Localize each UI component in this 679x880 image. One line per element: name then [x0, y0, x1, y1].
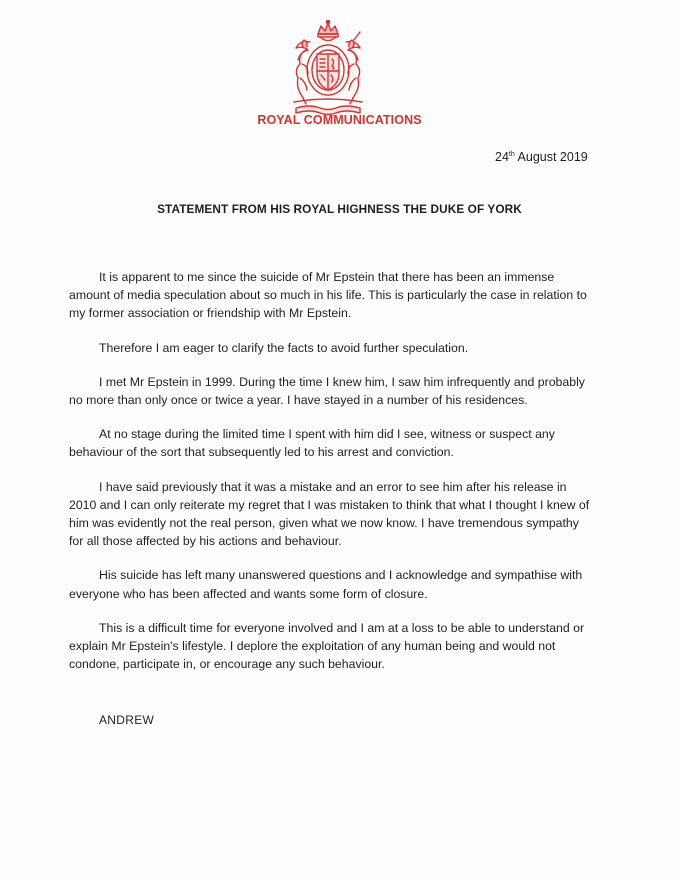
department-heading	[0, 113, 679, 127]
date-day: 24	[495, 150, 509, 164]
paragraph: I have said previously that it was a mistake and an error to see him after his release in 2010 and I can only reiterate my regret that I was mistaken to think that what I thought I knew of him was evidently not the real person, given what we now know. I have tremendous sympathy for all those affected by his actions and behaviour.	[69, 479, 590, 549]
date-ordinal: th	[508, 151, 515, 158]
signature: ANDREW	[99, 713, 155, 727]
date-month-year: August 2019	[514, 150, 588, 164]
paragraph: I met Mr Epstein in 1999. During the time I knew him, I saw him infrequently and probably no more than only once or twice a year. I have stayed in a number of his residences.	[69, 374, 585, 408]
statement-body	[69, 268, 593, 689]
paragraph: Therefore I am eager to clarify the facts to avoid further speculation.	[99, 340, 469, 355]
paragraph: At no stage during the limited time I spent with him did I see, witness or suspect any behaviour of the sort that subsequently led to his arrest and conviction.	[69, 427, 555, 460]
paragraph: This is a difficult time for everyone involved and I am at a loss to be able to understand or explain Mr Epstein's lifestyle. I deplore the exploitation of any human being and would not condone, participate in, or encourage any such behaviour.	[69, 620, 585, 672]
paragraph: His suicide has left many unanswered questions and I acknowledge and sympathise with everyone who has been affected and wants some form of closure.	[69, 568, 583, 601]
royal-coat-of-arms-icon	[280, 18, 376, 118]
letter-date	[495, 150, 588, 164]
paragraph: It is apparent to me since the suicide of Mr Epstein that there has been an immense amount of media speculation about so much in his life. This is particularly the case in relation to my former association or friendship with Mr Epstein.	[69, 270, 587, 321]
statement-title: STATEMENT FROM HIS ROYAL HIGHNESS THE DUKE OF YORK	[157, 202, 522, 216]
department-label: ROYAL COMMUNICATIONS	[257, 113, 422, 127]
